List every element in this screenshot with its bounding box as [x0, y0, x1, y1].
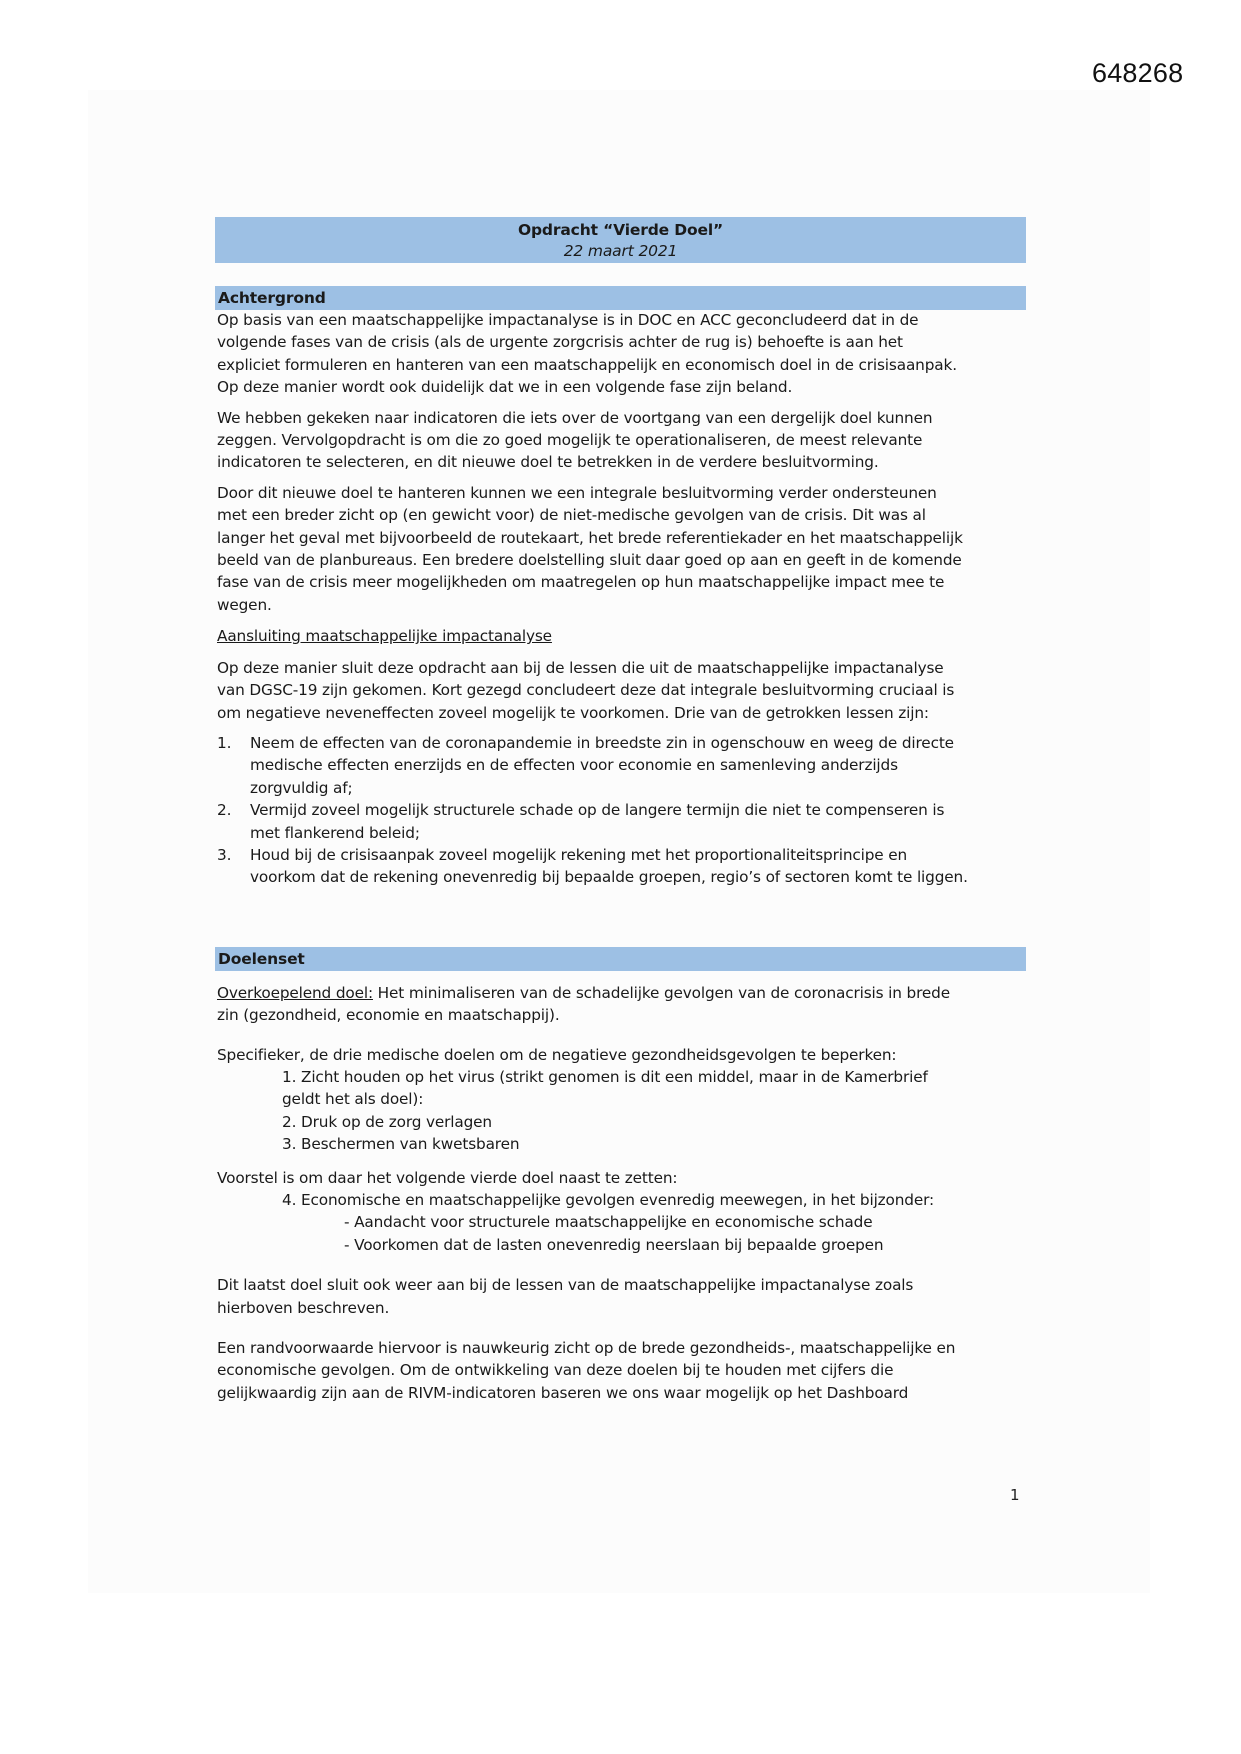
list-number: 3. [217, 845, 232, 864]
paragraph-overkoepelend [215, 982, 1026, 1027]
paragraph-achtergrond-2 [215, 407, 1026, 474]
list-number: 1. [217, 733, 232, 752]
text-line: Vermijd zoveel mogelijk structurele schade op de langere termijn die niet te compenseren is [250, 801, 945, 820]
text-line: zorgvuldig af; [250, 778, 353, 797]
text-line: beeld van de planbureaus. Een bredere doelstelling sluit daar goed op aan en geeft in de komende [217, 551, 962, 570]
text-line: hierboven beschreven. [217, 1298, 390, 1317]
text-line: Voorstel is om daar het volgende vierde doel naast te zetten: [217, 1168, 678, 1187]
text-line: Door dit nieuwe doel te hanteren kunnen we een integrale besluitvorming verder ondersteunen [217, 483, 937, 502]
text-line: met een breder zicht op (en gewicht voor) de niet-medische gevolgen van de crisis. Dit was al [217, 506, 926, 525]
list-item [215, 799, 1026, 844]
text-line: Specifieker, de drie medische doelen om de negatieve gezondheidsgevolgen te beperken: [217, 1045, 897, 1064]
overkoepelend-text: Het minimaliseren van de schadelijke gevolgen van de coronacrisis in brede [372, 983, 950, 1002]
list-item [215, 732, 1026, 799]
section-heading-achtergrond: Achtergrond [215, 286, 1026, 310]
text-line: Op deze manier wordt ook duidelijk dat we in een volgende fase zijn beland. [217, 378, 793, 397]
medical-goal-1: 1. Zicht houden op het virus (strikt genomen is dit een middel, maar in de Kamerbrief [282, 1067, 928, 1086]
text-line: wegen. [217, 595, 272, 614]
text-line: zeggen. Vervolgopdracht is om die zo goed mogelijk te operationaliseren, de meest relevante [217, 431, 923, 450]
text-line: langer het geval met bijvoorbeeld de routekaart, het brede referentiekader en het maatschappelijk [217, 528, 963, 547]
text-line: met flankerend beleid; [250, 823, 420, 842]
list-number: 2. [217, 801, 232, 820]
medical-goal-3: 3. Beschermen van kwetsbaren [282, 1135, 520, 1154]
subheading-aansluiting [215, 625, 1026, 647]
text-line: Houd bij de crisisaanpak zoveel mogelijk rekening met het proportionaliteitsprincipe en [250, 845, 908, 864]
section-heading-doelenset: Doelenset [215, 947, 1026, 971]
fourth-goal-sub-2: - Voorkomen dat de lasten onevenredig neerslaan bij bepaalde groepen [344, 1235, 884, 1254]
text-line: medische effecten enerzijds en de effecten voor economie en samenleving anderzijds [250, 756, 898, 775]
paragraph-laatst [215, 1274, 1026, 1319]
text-line: Op deze manier sluit deze opdracht aan bij de lessen die uit de maatschappelijke impactanalyse [217, 658, 944, 677]
document-content [215, 217, 1026, 1404]
lessons-list [215, 732, 1026, 889]
paragraph-achtergrond-1 [215, 309, 1026, 399]
paragraph-randvoorwaarde [215, 1337, 1026, 1404]
text-line: Dit laatst doel sluit ook weer aan bij de lessen van de maatschappelijke impactanalyse zoals [217, 1276, 914, 1295]
document-id: 648268 [1092, 58, 1184, 88]
text-line: om negatieve neveneffecten zoveel mogelijk te voorkomen. Drie van de getrokken lessen zijn: [217, 703, 929, 722]
text-line: van DGSC-19 zijn gekomen. Kort gezegd concludeert deze dat integrale besluitvorming cruciaal is [217, 681, 955, 700]
text-line: economische gevolgen. Om de ontwikkeling van deze doelen bij te houden met cijfers die [217, 1361, 894, 1380]
document-date: 22 maart 2021 [563, 242, 678, 260]
medical-goal-1-cont: geldt het als doel): [282, 1090, 424, 1109]
medical-goal-2: 2. Druk op de zorg verlagen [282, 1112, 492, 1131]
paragraph-achtergrond-3 [215, 482, 1026, 616]
fourth-goal-sub-1: - Aandacht voor structurele maatschappelijke en economische schade [344, 1213, 873, 1232]
page-number: 1 [1010, 1486, 1020, 1504]
subheading-text: Aansluiting maatschappelijke impactanalyse [217, 627, 552, 646]
text-line: We hebben gekeken naar indicatoren die iets over de voortgang van een dergelijk doel kunnen [217, 408, 933, 427]
text-line: expliciet formuleren en hanteren van een maatschappelijk en economisch doel in de crisisaanpak. [217, 355, 957, 374]
list-item [215, 844, 1026, 889]
text-line: voorkom dat de rekening onevenredig bij bepaalde groepen, regio’s of sectoren komt te liggen. [250, 868, 968, 887]
paragraph-aansluiting [215, 657, 1026, 724]
text-line: fase van de crisis meer mogelijkheden om maatregelen op hun maatschappelijke impact mee te [217, 573, 945, 592]
paragraph-voorstel [215, 1167, 1026, 1257]
overkoepelend-label: Overkoepelend doel: [217, 983, 373, 1002]
document-title: Opdracht “Vierde Doel” [517, 221, 724, 239]
paragraph-specifieker [215, 1044, 1026, 1156]
text-line: volgende fases van de crisis (als de urgente zorgcrisis achter de rug is) behoefte is aan het [217, 333, 903, 352]
text-line: Op basis van een maatschappelijke impactanalyse is in DOC en ACC geconcludeerd dat in de [217, 311, 919, 329]
text-line: zin (gezondheid, economie en maatschappij). [217, 1006, 560, 1025]
text-line: indicatoren te selecteren, en dit nieuwe doel te betrekken in de verdere besluitvorming. [217, 453, 879, 472]
text-line: Neem de effecten van de coronapandemie in breedste zin in ogenschouw en weeg de directe [250, 733, 954, 752]
fourth-goal: 4. Economische en maatschappelijke gevolgen evenredig meewegen, in het bijzonder: [282, 1191, 935, 1209]
text-line [217, 982, 1026, 1004]
text-line: Een randvoorwaarde hiervoor is nauwkeurig zicht op de brede gezondheids-, maatschappelijke en [217, 1339, 956, 1358]
text-line: gelijkwaardig zijn aan de RIVM-indicatoren baseren we ons waar mogelijk op het Dashboard [217, 1383, 909, 1402]
title-band [215, 217, 1026, 263]
